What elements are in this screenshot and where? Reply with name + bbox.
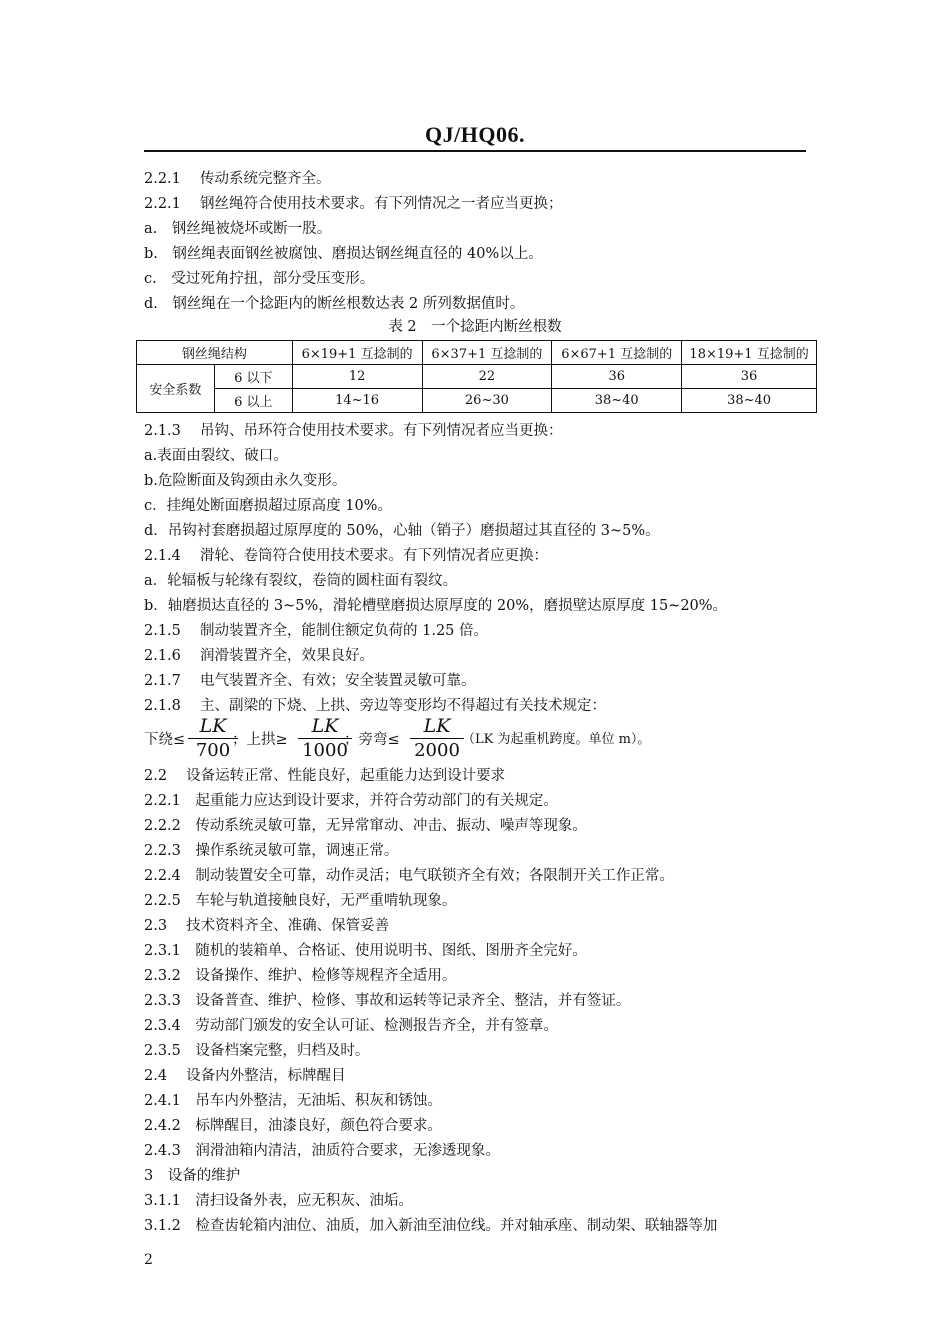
text-line: c．挂绳处断面磨损超过原高度 10%。 xyxy=(144,498,392,514)
text-line: 2.3.4 劳动部门颁发的安全认可证、检测报告齐全，并有签章。 xyxy=(144,1018,558,1034)
table-cell: 36 xyxy=(552,365,682,389)
text-line: 2.1.6 润滑装置齐全，效果良好。 xyxy=(144,648,375,664)
table-cell: 14~16 xyxy=(292,389,422,413)
fraction-denominator: 1000 xyxy=(302,740,348,761)
table-row-label: 6 以上 xyxy=(214,389,292,413)
fraction-numerator: LK xyxy=(298,715,352,739)
text-line: 2.4.3 润滑油箱内清洁，油质符合要求，无渗透现象。 xyxy=(144,1143,500,1159)
table-header-cell: 6×37+1 互捻制的 xyxy=(422,341,552,365)
text-line: 2.4 设备内外整洁，标牌醒目 xyxy=(144,1068,346,1084)
text-line: 2.3.1 随机的装箱单、合格证、使用说明书、图纸、图册齐全完好。 xyxy=(144,943,587,959)
text-line: 2.3.3 设备普查、维护、检修、事故和运转等记录齐全、整洁，并有签证。 xyxy=(144,993,631,1009)
text-line: d. 钢丝绳在一个捻距内的断丝根数达表 2 所列数据值时。 xyxy=(144,296,525,312)
fraction-numerator: LK xyxy=(410,715,464,739)
table-row xyxy=(137,365,817,389)
text-line: 2.1.3 吊钩、吊环符合使用技术要求。有下列情况者应当更换： xyxy=(144,423,563,439)
text-line: 2.1.7 电气装置齐全、有效；安全装置灵敏可靠。 xyxy=(144,673,476,689)
text-line: 2.2.3 操作系统灵敏可靠，调速正常。 xyxy=(144,843,399,859)
text-line: 3.1.2 检查齿轮箱内油位、油质，加入新油至油位线。并对轴承座、制动架、联轴器等加 xyxy=(144,1218,718,1234)
header-rule xyxy=(144,150,806,152)
text-line: a．轮辐板与轮缘有裂纹，卷筒的圆柱面有裂纹。 xyxy=(144,573,458,589)
text-line: 2.3.2 设备操作、维护、检修等规程齐全适用。 xyxy=(144,968,457,984)
text-line: 2.4.1 吊车内外整洁，无油垢、积灰和锈蚀。 xyxy=(144,1093,442,1109)
text-line: d．吊钩衬套磨损超过原厚度的 50%，心轴（销子）磨损超过其直径的 3~5%。 xyxy=(144,523,660,539)
text-line: 2.3.5 设备档案完整，归档及时。 xyxy=(144,1043,370,1059)
fraction-denominator: 700 xyxy=(195,740,231,761)
text-line: b. 钢丝绳表面钢丝被腐蚀、磨损达钢丝绳直径的 40%以上。 xyxy=(144,246,543,262)
text-line: b．轴磨损达直径的 3~5%，滑轮槽壁磨损达原厚度的 20%，磨损壁达原厚度 15~20%。 xyxy=(144,598,728,614)
text-line: c. 受过死角拧扭，部分受压变形。 xyxy=(144,271,375,287)
table-cell: 38~40 xyxy=(682,389,817,413)
text-line: 2.2 设备运转正常、性能良好，起重能力达到设计要求 xyxy=(144,768,506,784)
text-line: 2.1.5 制动装置齐全，能制住额定负荷的 1.25 倍。 xyxy=(144,623,489,639)
table-row-group-label: 安全系数 xyxy=(137,365,215,413)
section-wire-rope xyxy=(144,167,824,317)
formula-note: （LK 为起重机跨度。单位 m）。 xyxy=(462,732,651,747)
table-row xyxy=(137,389,817,413)
text-line: 2.2.4 制动装置安全可靠，动作灵活；电气联锁齐全有效；各限制开关工作正常。 xyxy=(144,868,674,884)
table-header-cell: 6×67+1 互捻制的 xyxy=(552,341,682,365)
document-code-header: QJ/HQ06. xyxy=(425,122,525,147)
table-cell: 38~40 xyxy=(552,389,682,413)
table-row-label: 6 以下 xyxy=(214,365,292,389)
formula-text: 下绕≤ xyxy=(144,732,186,748)
table-cell: 12 xyxy=(292,365,422,389)
deformation-formula xyxy=(144,715,824,765)
text-line: 2.2.1 传动系统完整齐全。 xyxy=(144,171,331,187)
table-caption: 表 2 一个捻距内断丝根数 xyxy=(388,319,562,335)
fraction-denominator: 2000 xyxy=(414,740,460,761)
text-line: 2.4.2 标牌醒目，油漆良好，颜色符合要求。 xyxy=(144,1118,442,1134)
text-line: b.危险断面及钩颈由永久变形。 xyxy=(144,473,347,489)
fraction-numerator: LK xyxy=(188,715,238,739)
fraction xyxy=(410,715,464,763)
page-number: 2 xyxy=(144,1252,153,1268)
text-line: 2.2.1 钢丝绳符合使用技术要求。有下列情况之一者应当更换； xyxy=(144,196,563,212)
broken-wire-table xyxy=(136,340,817,413)
table-header-cell: 6×19+1 互捻制的 xyxy=(292,341,422,365)
text-line: a.表面由裂纹、破口。 xyxy=(144,448,288,464)
table-cell: 36 xyxy=(682,365,817,389)
table-cell: 22 xyxy=(422,365,552,389)
text-line: 3.1.1 清扫设备外表，应无积灰、油垢。 xyxy=(144,1193,413,1209)
section-operation-maintenance xyxy=(144,764,824,1239)
section-hooks-pulleys xyxy=(144,419,824,719)
text-line: 2.1.4 滑轮、卷筒符合使用技术要求。有下列情况者应更换： xyxy=(144,548,549,564)
table-header-cell: 钢丝绳结构 xyxy=(137,341,293,365)
text-line: 2.2.1 起重能力应达到设计要求，并符合劳动部门的有关规定。 xyxy=(144,793,558,809)
text-line: 2.1.8 主、副梁的下烧、上拱、旁边等变形均不得超过有关技术规定： xyxy=(144,698,607,714)
text-line: 2.3 技术资料齐全、准确、保管妥善 xyxy=(144,918,390,934)
table-cell: 26~30 xyxy=(422,389,552,413)
formula-text: ；上拱≥ xyxy=(232,732,288,748)
text-line: 3 设备的维护 xyxy=(144,1168,241,1184)
table-header-row xyxy=(137,341,817,365)
text-line: 2.2.5 车轮与轨道接触良好，无严重啃轨现象。 xyxy=(144,893,457,909)
table-header-cell: 18×19+1 互捻制的 xyxy=(682,341,817,365)
formula-text: ；旁弯≤ xyxy=(344,732,400,748)
fraction xyxy=(188,715,238,763)
text-line: 2.2.2 传动系统灵敏可靠，无异常窜动、冲击、振动、噪声等现象。 xyxy=(144,818,587,834)
text-line: a. 钢丝绳被烧坏或断一股。 xyxy=(144,221,332,237)
